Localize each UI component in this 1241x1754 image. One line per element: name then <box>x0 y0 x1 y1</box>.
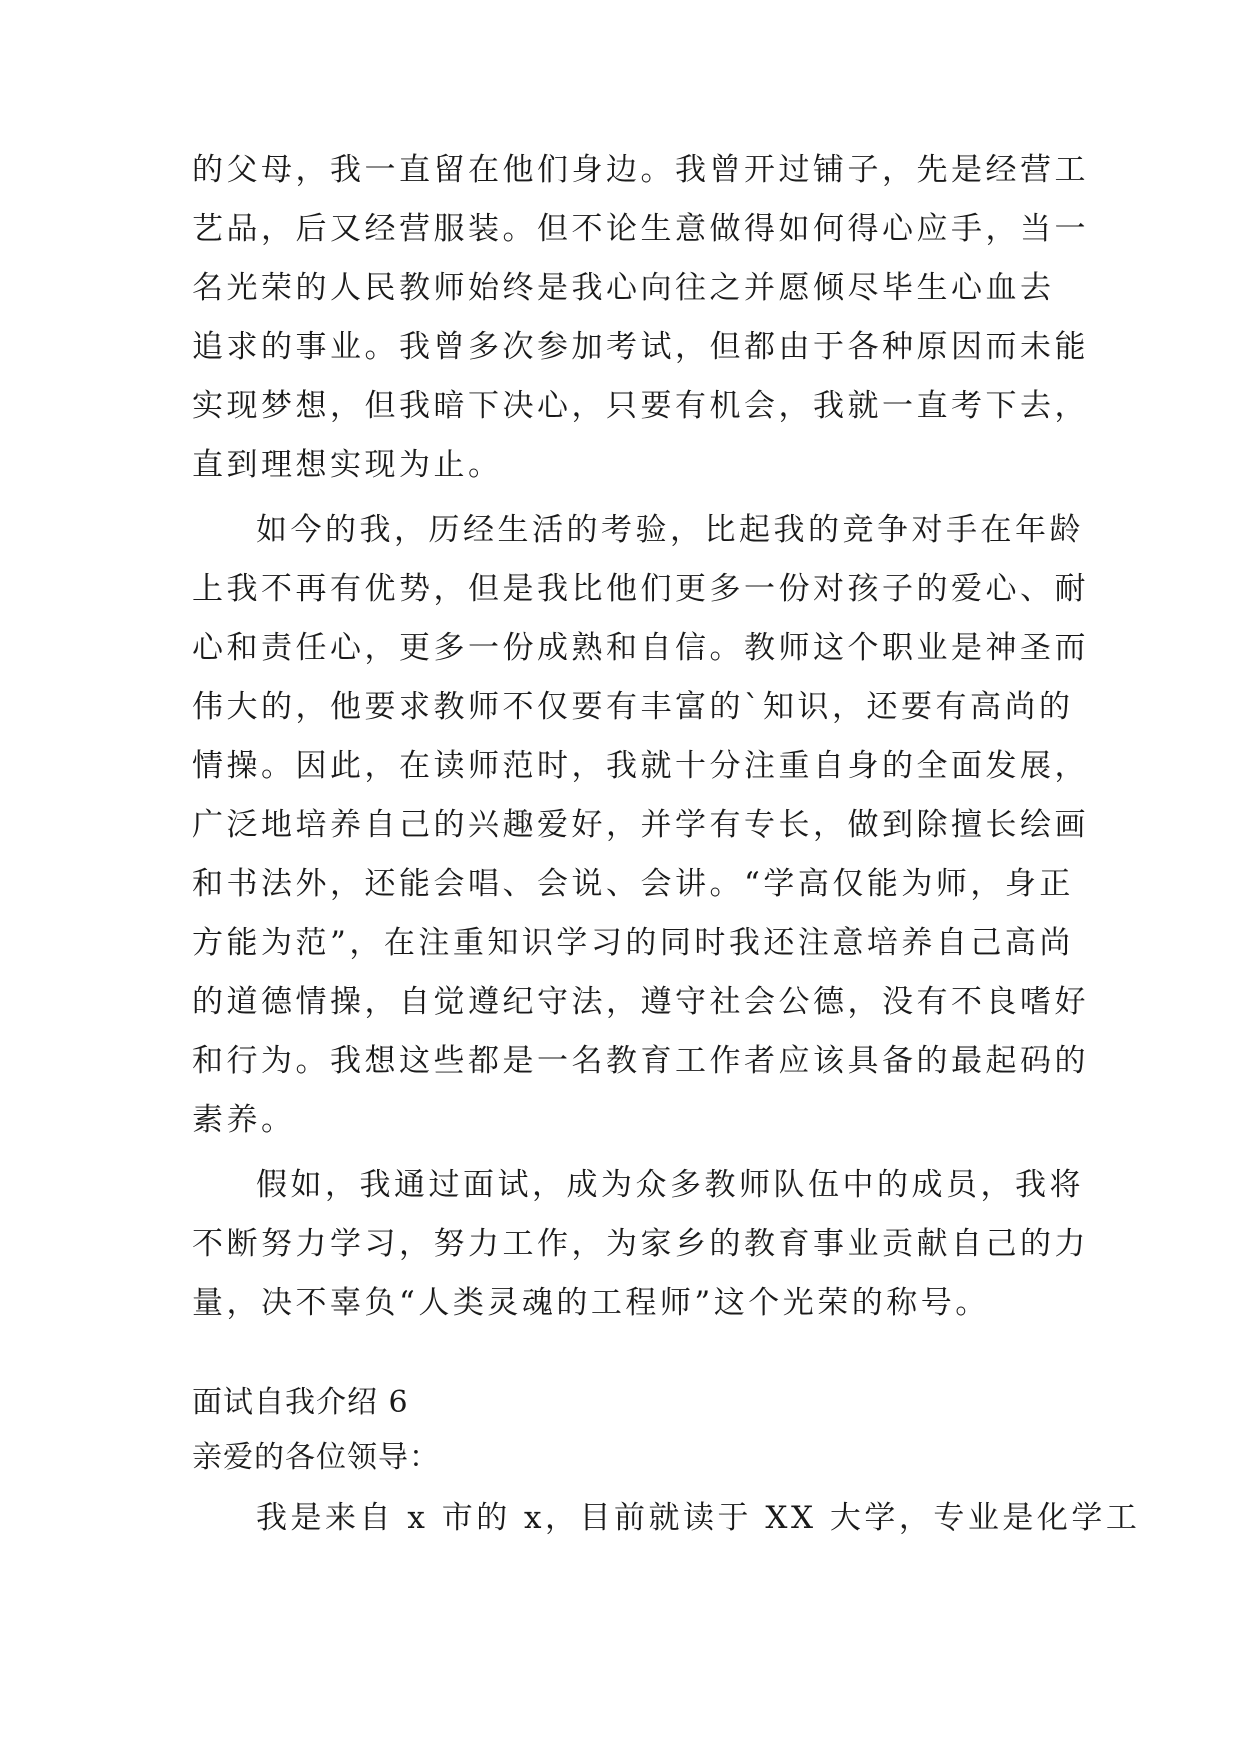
text-line: 的道德情操，自觉遵纪守法，遵守社会公德，没有不良嗜好 <box>192 984 1089 1020</box>
text-line: 不断努力学习，努力工作，为家乡的教育事业贡献自己的力 <box>192 1226 1089 1262</box>
text-line: 我是来自 x 市的 x，目前就读于 XX 大学，专业是化学工 <box>256 1500 1141 1536</box>
text-line: 方能为范”，在注重知识学习的同时我还注意培养自己高尚 <box>192 925 1074 961</box>
text-line: 如今的我，历经生活的考验，比起我的竞争对手在年龄 <box>256 512 1084 548</box>
text-line: 素养。 <box>192 1102 296 1138</box>
text-line: 情操。因此，在读师范时，我就十分注重自身的全面发展， <box>192 748 1089 784</box>
text-line: 艺品，后又经营服装。但不论生意做得如何得心应手，当一 <box>192 211 1089 247</box>
text-line: 直到理想实现为止。 <box>192 447 503 483</box>
salutation: 亲爱的各位领导： <box>192 1440 440 1475</box>
text-line: 和书法外，还能会唱、会说、会讲。“学高仅能为师，身正 <box>192 866 1074 902</box>
text-line: 上我不再有优势，但是我比他们更多一份对孩子的爱心、耐 <box>192 571 1089 607</box>
text-line: 假如，我通过面试，成为众多教师队伍中的成员，我将 <box>256 1167 1084 1203</box>
text-line: 和行为。我想这些都是一名教育工作者应该具备的最起码的 <box>192 1043 1089 1079</box>
text-line: 广泛地培养自己的兴趣爱好，并学有专长，做到除擅长绘画 <box>192 807 1089 843</box>
section-title: 面试自我介绍 6 <box>192 1385 409 1420</box>
text-line: 的父母，我一直留在他们身边。我曾开过铺子，先是经营工 <box>192 152 1089 188</box>
text-line: 量，决不辜负“人类灵魂的工程师”这个光荣的称号。 <box>192 1285 990 1321</box>
text-line: 伟大的，他要求教师不仅要有丰富的`知识，还要有高尚的 <box>192 689 1074 725</box>
text-line: 实现梦想，但我暗下决心，只要有机会，我就一直考下去， <box>192 388 1089 424</box>
text-line: 追求的事业。我曾多次参加考试，但都由于各种原因而未能 <box>192 329 1089 365</box>
text-line: 心和责任心，更多一份成熟和自信。教师这个职业是神圣而 <box>192 630 1089 666</box>
text-line: 名光荣的人民教师始终是我心向往之并愿倾尽毕生心血去 <box>192 270 1055 306</box>
